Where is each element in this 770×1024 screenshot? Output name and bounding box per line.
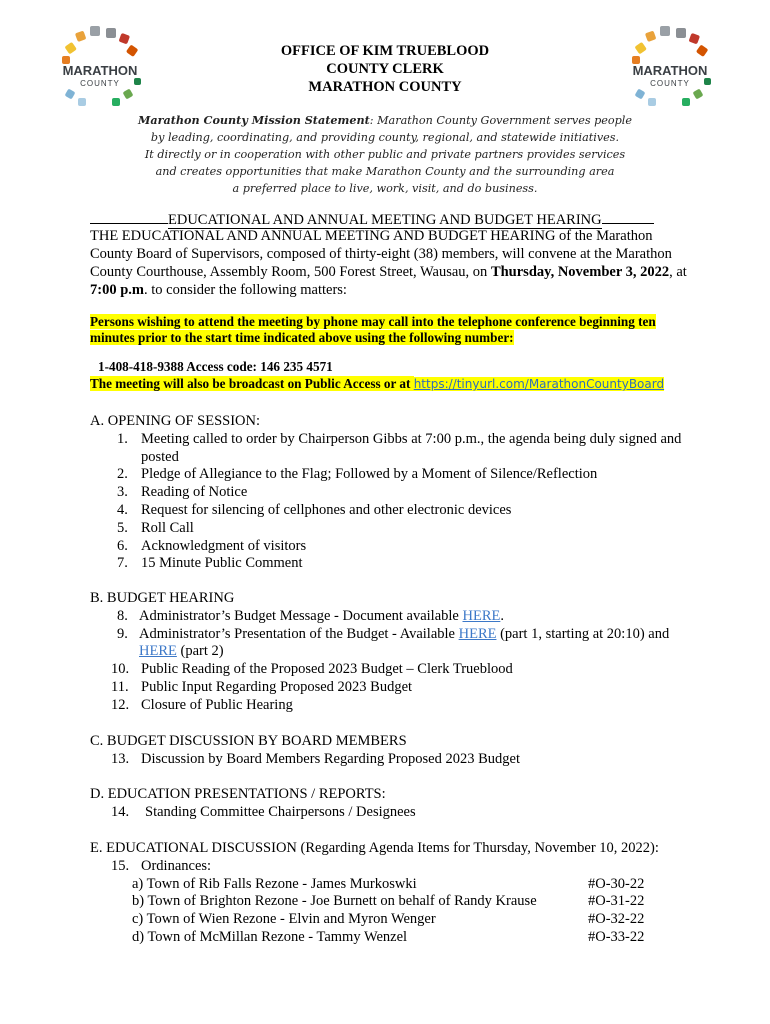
list-item: 2. Pledge of Allegiance to the Flag; Followed by a Moment of Silence/Reflection: [117, 466, 598, 483]
office-header: [0, 42, 770, 96]
meeting-title: [90, 209, 680, 229]
phone-notice: Persons wishing to attend the meeting by phone may call into the telephone conference beginning ten minutes prior to the start time indicated above using the following number:: [90, 314, 656, 345]
list-item: 9. Administrator’s Presentation of the Budget - Available HERE (part 1, starting at 20:10) and HERE (part 2): [117, 625, 670, 660]
budget-message-link[interactable]: HERE: [462, 607, 501, 624]
section-c-heading: C. BUDGET DISCUSSION BY BOARD MEMBERS: [90, 733, 407, 749]
list-item: 5. Roll Call: [117, 519, 194, 536]
ordinance-row: d) Town of McMillan Rezone - Tammy Wenzel #O-33-22: [132, 928, 645, 945]
list-item: 12. Closure of Public Hearing: [111, 696, 293, 713]
list-item: 1. Meeting called to order by Chairperson Gibbs at 7:00 p.m., the agenda being duly signed and posted: [117, 430, 682, 465]
meeting-date: Thursday, November 3, 2022: [490, 264, 670, 280]
list-item: 4. Request for silencing of cellphones and other electronic devices: [117, 501, 512, 518]
list-item: 15. Ordinances:: [111, 857, 212, 874]
mission-lead: Marathon County Mission Statement: [137, 113, 370, 127]
section-a: [90, 413, 710, 573]
list-item: 8. Administrator’s Budget Message - Document available HERE.: [117, 607, 504, 624]
phone-number: 1-408-418-9388 Access code: 146 235 4571: [98, 359, 333, 374]
svg-text:MARATHON: MARATHON: [632, 63, 708, 78]
mission-line-4: and creates opportunities that make Marathon County and the surrounding area: [155, 165, 615, 178]
svg-text:COUNTY: COUNTY: [650, 79, 690, 88]
list-item: 7. 15 Minute Public Comment: [117, 555, 303, 572]
list-item: 6. Acknowledgment of visitors: [117, 537, 307, 554]
section-c: [90, 733, 710, 769]
list-item: 13. Discussion by Board Members Regarding Proposed 2023 Budget: [111, 750, 520, 767]
intro-paragraph: THE EDUCATIONAL AND ANNUAL MEETING AND BUDGET HEARING of the Marathon County Board of Supervisors, composed of thirty-eight (38) members, will convene at the Marathon County Courthouse, Assembly Room, 500 Forest Street, Wausau, on Thursday, November 3, 2022, at 7:00 p.m. to consider the following matters:: [90, 228, 687, 298]
section-d: [90, 786, 710, 822]
mission-line-5: a preferred place to live, work, visit, and do business.: [232, 182, 538, 195]
mission-line-3: It directly or in cooperation with other public and private partners provides services: [144, 148, 626, 161]
svg-text:COUNTY: COUNTY: [80, 79, 120, 88]
presentation-part2-link[interactable]: HERE: [139, 643, 177, 660]
list-item: 3. Reading of Notice: [117, 484, 248, 501]
meeting-title-text: EDUCATIONAL AND ANNUAL MEETING AND BUDGET HEARING: [168, 212, 602, 228]
section-b: [90, 590, 710, 715]
meeting-time: 7:00 p.m: [90, 282, 144, 298]
ordinance-row: b) Town of Brighton Rezone - Joe Burnett on behalf of Randy Krause #O-31-22: [132, 893, 645, 910]
list-item: 14. Standing Committee Chairpersons / Designees: [111, 803, 416, 820]
header-county-line: MARATHON COUNTY: [308, 79, 462, 95]
section-d-heading: D. EDUCATION PRESENTATIONS / REPORTS:: [90, 786, 386, 802]
mission-statement: [120, 112, 650, 197]
list-item: 10. Public Reading of the Proposed 2023 Budget – Clerk Trueblood: [111, 661, 513, 678]
svg-text:MARATHON: MARATHON: [62, 63, 138, 78]
phone-info: [90, 358, 710, 393]
header-office-line: OFFICE OF KIM TRUEBLOOD: [280, 43, 490, 59]
list-item: 11. Public Input Regarding Proposed 2023 Budget: [111, 678, 413, 695]
ordinance-row: a) Town of Rib Falls Rezone - James Murkoswki #O-30-22: [132, 875, 645, 892]
presentation-part1-link[interactable]: HERE: [458, 625, 497, 642]
mission-line-2: by leading, coordinating, and providing county, regional, and statewide initiatives.: [150, 131, 620, 144]
header-clerk-line: COUNTY CLERK: [326, 61, 444, 77]
ordinance-row: c) Town of Wien Rezone - Elvin and Myron Wenger #O-32-22: [132, 911, 645, 928]
mission-line-1: : Marathon County Government serves people: [369, 114, 632, 127]
section-e-heading: E. EDUCATIONAL DISCUSSION (Regarding Agenda Items for Thursday, November 10, 2022):: [90, 840, 659, 856]
board-url-link[interactable]: https://tinyurl.com/MarathonCountyBoard: [413, 377, 665, 391]
broadcast-note: The meeting will also be broadcast on Public Access or at: [90, 376, 414, 391]
section-e: [90, 840, 710, 947]
section-b-heading: B. BUDGET HEARING: [90, 590, 235, 606]
section-a-heading: A. OPENING OF SESSION:: [90, 413, 260, 429]
